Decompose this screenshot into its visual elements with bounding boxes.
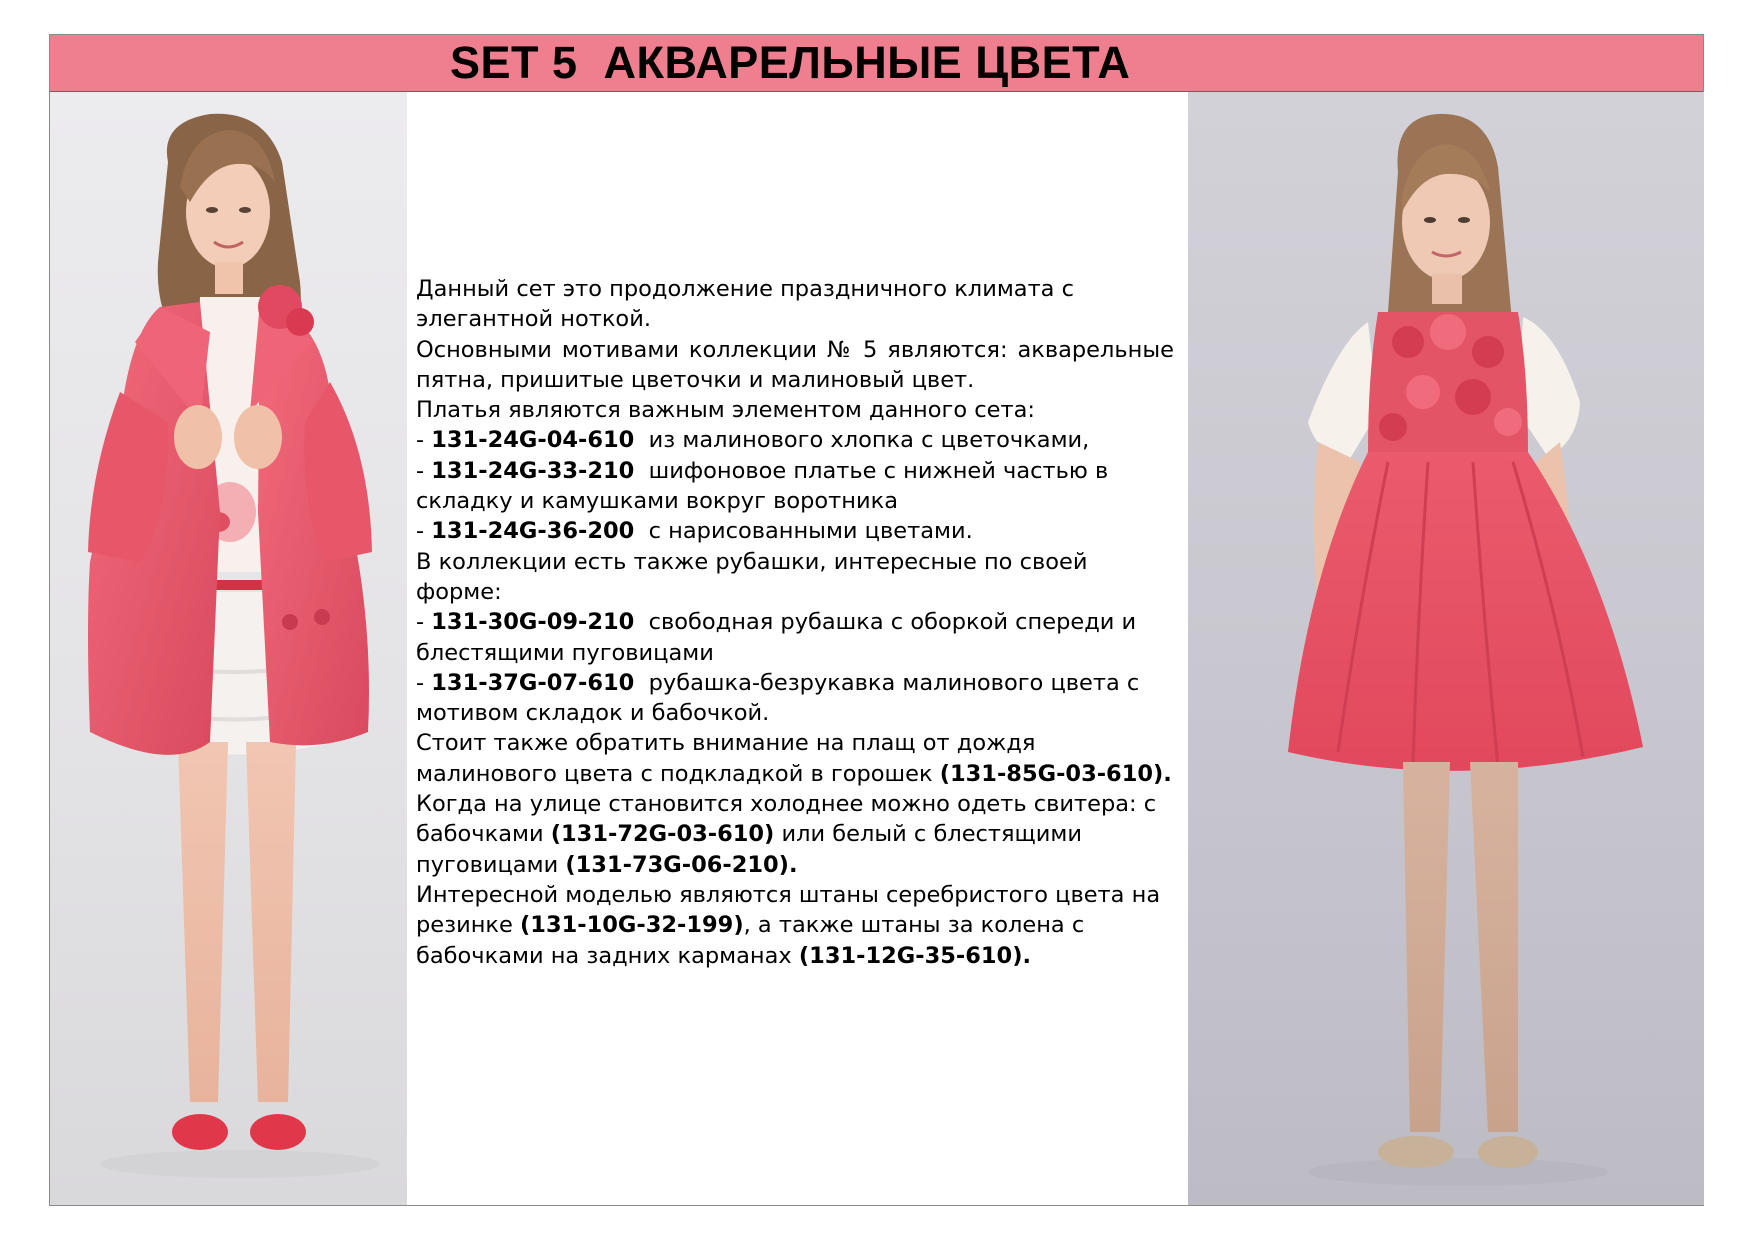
article-code: 131-37G-07-610 — [431, 669, 635, 696]
article-code: (131-72G-03-610) — [550, 821, 775, 848]
shirts-intro: В коллекции есть также рубашки, интересные по своей форме: — [416, 548, 1088, 605]
article-code: 131-24G-33-210 — [431, 457, 635, 484]
article-code: (131-12G-35-610). — [798, 942, 1032, 969]
article-code: (131-85G-03-610). — [939, 760, 1172, 787]
list-item: - 131-24G-33-210 шифоновое платье с нижней частью в складку и камушками вокруг воротника — [416, 457, 1109, 515]
sweaters-mid-text: или белый с блестящими пуговицами — [416, 821, 1082, 878]
article-description: с нарисованными цветами. — [648, 518, 973, 545]
outerwear-paragraph — [416, 728, 1174, 879]
title-bar — [50, 35, 1703, 92]
article-description: свободная рубашка с оборкой спереди и блестящими пуговицами — [416, 609, 1137, 666]
list-item: - 131-24G-36-200 с нарисованными цветами. — [416, 518, 973, 545]
article-description: шифоновое платье с нижней частью в складку и камушками вокруг воротника — [416, 457, 1109, 515]
intro-paragraph: Данный сет это продолжение праздничного климата с элегантной ноткой. — [416, 276, 1074, 333]
list-item: - 131-37G-07-610 рубашка-безрукавка малинового цвета с мотивом складок и бабочкой. — [416, 669, 1140, 727]
article-code: (131-73G-06-210). — [565, 851, 798, 878]
pants-text: Интересной моделью являются штаны серебристого цвета на резинке — [416, 881, 1161, 939]
article-code: 131-24G-36-200 — [431, 518, 635, 545]
article-description: рубашка-безрукавка малинового цвета с мотивом складок и бабочкой. — [416, 669, 1140, 727]
article-code: 131-24G-04-610 — [431, 427, 635, 454]
pants-paragraph — [416, 880, 1174, 971]
girl-in-pink-trench-coat-photo — [50, 92, 407, 1205]
raincoat-text: Стоит также обратить внимание на плащ от дождя малинового цвета с подкладкой в горошек — [416, 730, 1036, 787]
article-code: (131-10G-32-199) — [520, 912, 744, 939]
article-code: 131-30G-09-210 — [431, 609, 635, 636]
pants-mid-text: , а также штаны за колена с бабочками на задних карманах — [416, 912, 1085, 969]
collection-description — [416, 274, 1174, 971]
sweaters-text: Когда на улице становится холоднее можно одеть свитера: с бабочками — [416, 791, 1157, 848]
page-frame — [49, 34, 1704, 1206]
article-description: из малинового хлопка с цветочками, — [648, 427, 1090, 454]
motifs-paragraph: Основными мотивами коллекции № 5 являются: акварельные пятна, пришитые цветочки и малиновый цвет. — [416, 336, 1174, 393]
page-title: SET 5 АКВАРЕЛЬНЫЕ ЦВЕТА — [450, 37, 1131, 88]
list-item: - 131-24G-04-610 из малинового хлопка с цветочками, — [416, 427, 1090, 454]
dresses-intro: Платья являются важным элементом данного сета: — [416, 397, 1035, 424]
list-item: - 131-30G-09-210 свободная рубашка с оборкой спереди и блестящими пуговицами — [416, 609, 1137, 666]
girl-in-pink-dress-photo — [1188, 92, 1704, 1205]
